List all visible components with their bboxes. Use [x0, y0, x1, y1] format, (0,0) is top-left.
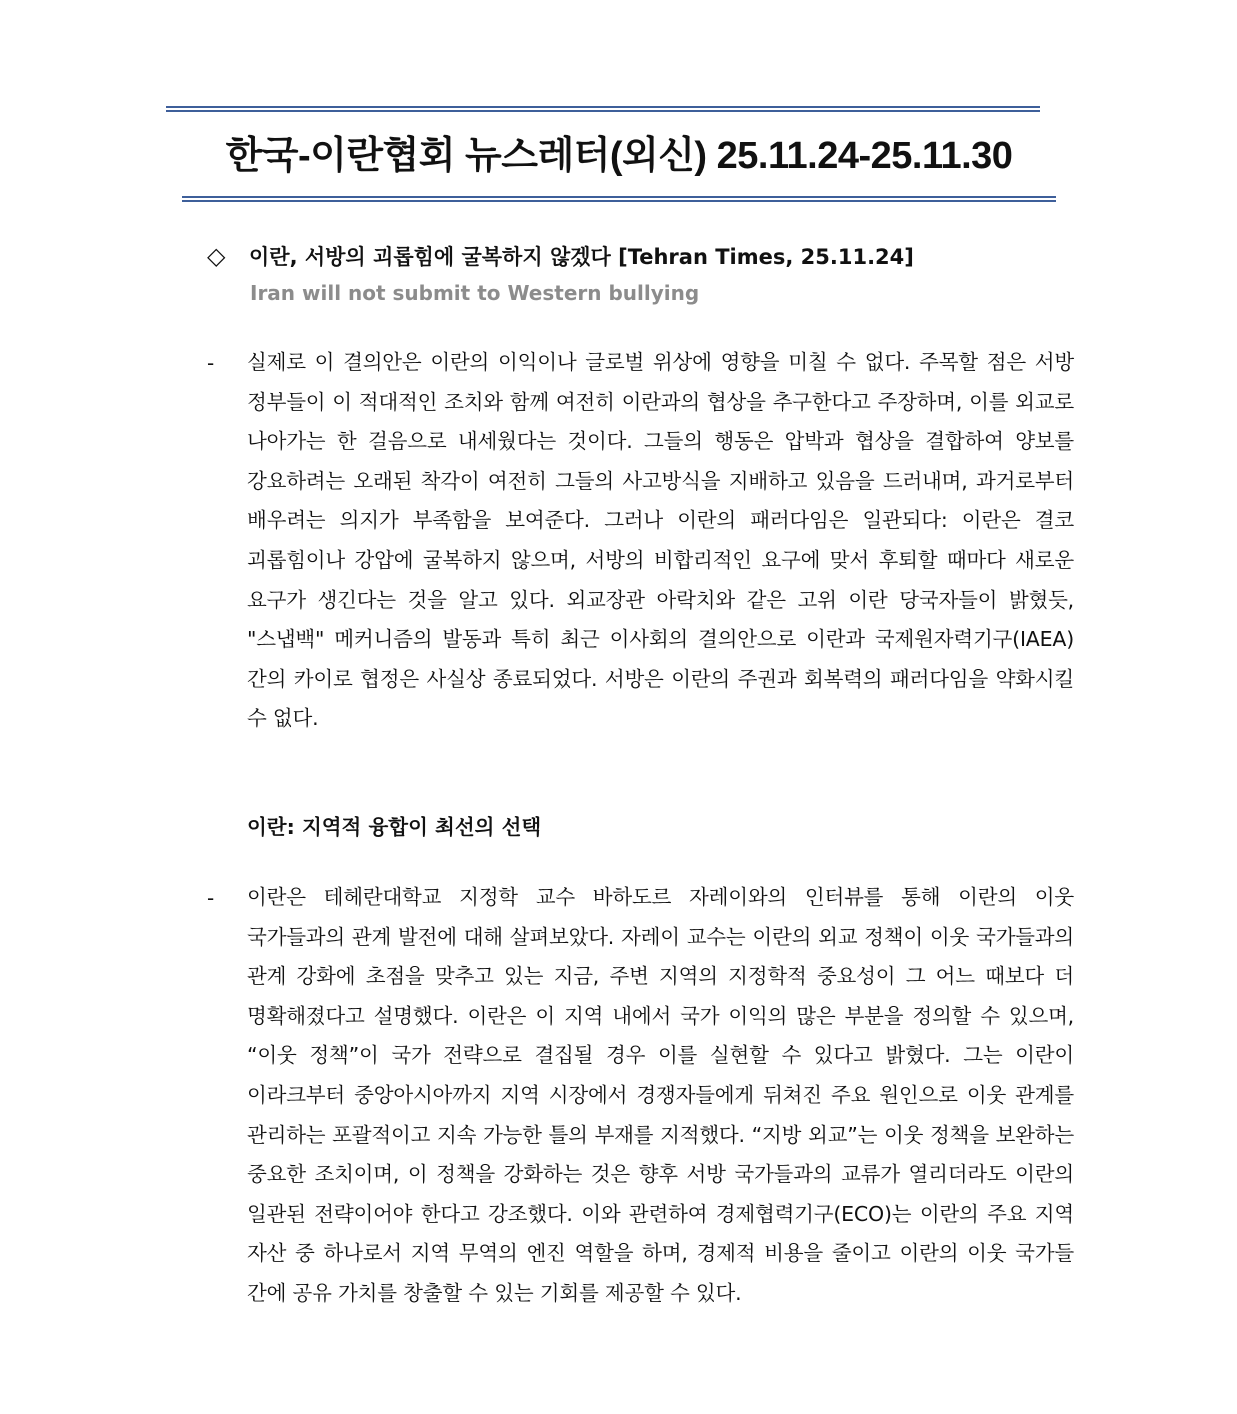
diamond-icon: ◇	[207, 242, 226, 270]
body-paragraph-2: 이란은 테헤란대학교 지정학 교수 바하도르 자레이와의 인터뷰를 통해 이란의 이웃 국가들과의 관계 발전에 대해 살펴보았다. 자레이 교수는 이란의 외교 정책이 이웃 국가들과의 관계 강화에 초점을 맞추고 있는 지금, 주변 지역의 지정학적 중요성이 그 어느 때보다 더 명확해졌다고 설명했다. 이란은 이 지역 내에서 국가 이익의 많은 부분을 정의할 수 있으며, “이웃 정책”이 국가 전략으로 결집될 경우 이를 실현할 수 있다고 밝혔다. 그는 이란이 이라크부터 중앙아시아까지 지역 시장에서 경쟁자들에게 뒤쳐진 주요 원인으로 이웃 관계를 관리하는 포괄적이고 지속 가능한 틀의 부재를 지적했다. “지방 외교”는 이웃 정책을 보완하는 중요한 조치이며, 이 정책을 강화하는 것은 향후 서방 국가들과의 교류가 열리더라도 이란의 일관된 전략이어야 한다고 강조했다. 이와 관련하여 경제협력기구(ECO)는 이란의 주요 지역 자산 중 하나로서 지역 무역의 엔진 역할을 하며, 경제적 비용을 줄이고 이란의 이웃 국가들 간에 공유 가치를 창출할 수 있는 기회를 제공할 수 있다.	[247, 885, 1074, 1305]
headline-text: 이란, 서방의 괴롭힘에 굴복하지 않겠다 [Tehran Times, 25.11.24]	[249, 245, 914, 269]
article-headline	[207, 238, 1087, 275]
newsletter-title: 한국-이란협회 뉴스레터(외신) 25.11.24-25.11.30	[225, 135, 1013, 177]
bullet-marker: -	[207, 351, 215, 375]
bullet-marker: -	[207, 886, 215, 910]
title-bottom-rule	[182, 196, 1056, 202]
section-heading: 이란: 지역적 융합이 최선의 선택	[247, 815, 542, 839]
english-subtitle: Iran will not submit to Western bullying	[250, 281, 700, 305]
title-top-rule	[166, 106, 1040, 112]
body-paragraph-1: 실제로 이 결의안은 이란의 이익이나 글로벌 위상에 영향을 미칠 수 없다. 주목할 점은 서방 정부들이 이 적대적인 조치와 함께 여전히 이란과의 협상을 추구한다고 주장하며, 이를 외교로 나아가는 한 걸음으로 내세웠다는 것이다. 그들의 행동은 압박과 협상을 결합하여 양보를 강요하려는 오래된 착각이 여전히 그들의 사고방식을 지배하고 있음을 드러내며, 과거로부터 배우려는 의지가 부족함을 보여준다. 그러나 이란의 패러다임은 일관되다: 이란은 결코 괴롭힘이나 강압에 굴복하지 않으며, 서방의 비합리적인 요구에 맞서 후퇴할 때마다 새로운 요구가 생긴다는 것을 알고 있다. 외교장관 아락치와 같은 고위 이란 당국자들이 밝혔듯, "스냅백" 메커니즘의 발동과 특히 최근 이사회의 결의안으로 이란과 국제원자력기구(IAEA) 간의 카이로 협정은 사실상 종료되었다. 서방은 이란의 주권과 회복력의 패러다임을 약화시킬 수 없다.	[247, 350, 1074, 731]
